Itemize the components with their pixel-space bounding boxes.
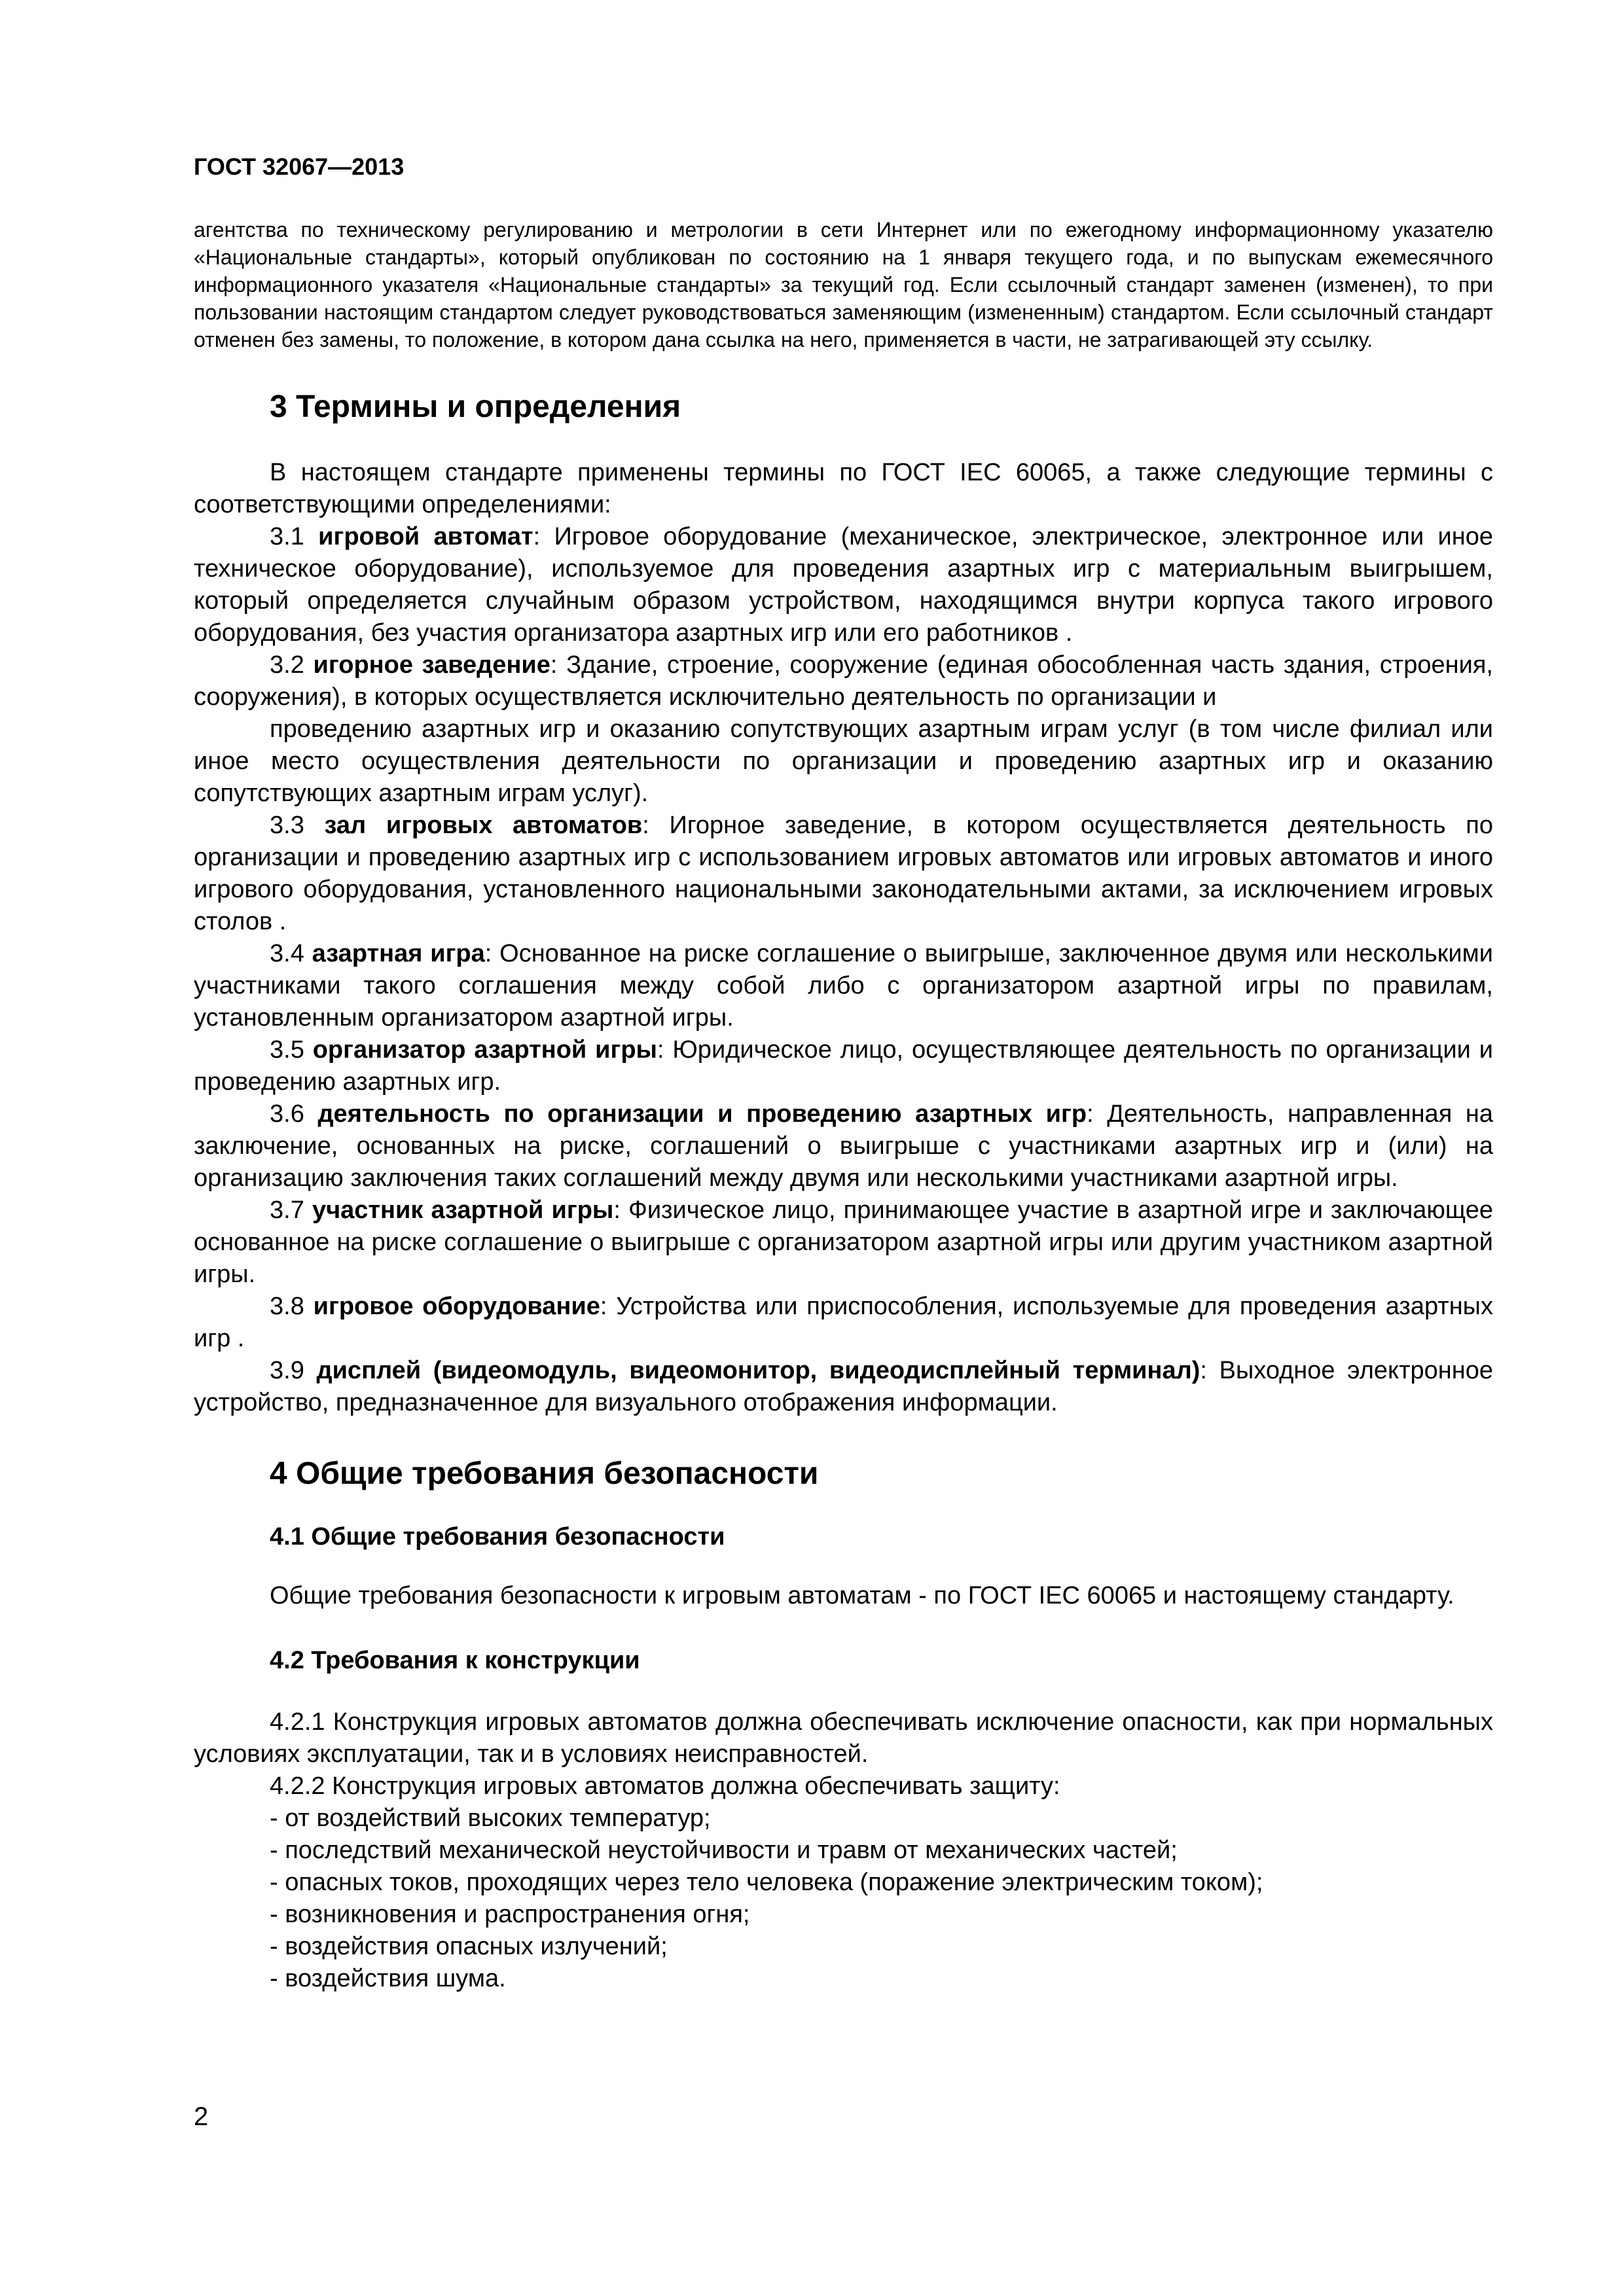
- term-definition: [194, 1194, 1493, 1291]
- term-number: 3.5: [270, 1036, 304, 1064]
- term-definition: [194, 649, 1493, 713]
- term-definition: [194, 810, 1493, 938]
- term-text: : Основанное на риске соглашение о выигрыше, заключенное двумя или несколькими участниками такого соглашения между собой либо с организатором азартной игры по правилам, установленным организатором азартной игры.: [194, 940, 1494, 1031]
- term-name: дисплей (видеомодуль, видеомонитор, видеодисплейный терминал): [316, 1357, 1200, 1384]
- term-number: 3.1: [270, 523, 304, 550]
- term-definition: [194, 1355, 1493, 1419]
- term-text: : Физическое лицо, принимающее участие в азартной игре и заключающее основанное на риске соглашение о выигрыше с организатором азартной игры или другим участником азартной игры.: [194, 1196, 1494, 1288]
- list-item: - от воздействий высоких температур;: [270, 1804, 711, 1832]
- document-body: [194, 216, 1493, 1995]
- term-definition: [194, 1098, 1493, 1194]
- term-text: : Здание, строение, сооружение (единая обособленная часть здания, строения, сооружения), в которых осуществляется исключительно деятельность по организации и: [194, 651, 1493, 711]
- term-definition: [194, 713, 1493, 810]
- clause-4-2-1: 4.2.1 Конструкция игровых автоматов должна обеспечивать исключение опасности, как при нормальных условиях эксплуатации, так и в условиях неисправностей.: [194, 1708, 1493, 1768]
- page-number: 2: [194, 2102, 209, 2131]
- document-id-header: ГОСТ 32067—2013: [194, 153, 405, 180]
- intro-paragraph: агентства по техническому регулированию и метрологии в сети Интернет или по ежегодному информационному указателю «Национальные стандарты», который опубликован по состоянию на 1 января текущего года, и по выпускам ежемесячного информационного указателя «Национальные стандарты» за текущий год. Если ссылочный стандарт заменен (изменен), то при пользовании настоящим стандартом следует руководствоваться заменяющим (измененным) стандартом. Если ссылочный стандарт отменен без замены, то положение, в котором дана ссылка на него, применяется в части, не затрагивающей эту ссылку.: [194, 218, 1493, 351]
- term-definition: [194, 521, 1493, 649]
- term-number: 3.8: [270, 1293, 304, 1320]
- list-item: - возникновения и распространения огня;: [270, 1901, 750, 1928]
- clause-4-2-2: 4.2.2 Конструкция игровых автоматов должна обеспечивать защиту:: [270, 1772, 1060, 1800]
- term-number: 3.7: [270, 1196, 304, 1224]
- term-name: зал игровых автоматов: [324, 812, 643, 839]
- term-number: 3.6: [270, 1100, 304, 1128]
- term-text: : Устройства или приспособления, используемые для проведения азартных игр .: [194, 1293, 1493, 1352]
- term-name: игровой автомат: [318, 523, 533, 550]
- term-name: игорное заведение: [313, 651, 550, 679]
- term-number: 3.9: [270, 1357, 304, 1384]
- term-name: деятельность по организации и проведению азартных игр: [317, 1100, 1087, 1128]
- section-3-lead: В настоящем стандарте применены термины по ГОСТ IEC 60065, а также следующие термины с соответствующими определениями:: [194, 459, 1493, 518]
- term-definition: [194, 938, 1493, 1034]
- list-item: - воздействия опасных излучений;: [270, 1933, 668, 1960]
- term-text: : Деятельность, направленная на заключение, основанных на риске, соглашений о выигрыше с участниками азартных игр и (или) на организацию заключения таких соглашений между двумя или несколькими участниками азартной игры.: [194, 1100, 1493, 1192]
- section-4-title: 4 Общие требования безопасности: [270, 1456, 819, 1491]
- term-text: : Игровое оборудование (механическое, электрическое, электронное или иное техническое оборудование), используемое для проведения азартных игр с материальным выигрышем, который определяется случайным образом устройством, находящимся внутри корпуса такого игрового оборудования, без участия организатора азартных игр или его работников .: [194, 523, 1493, 647]
- list-item: - последствий механической неустойчивости и травм от механических частей;: [270, 1837, 1178, 1864]
- term-text: : Игорное заведение, в котором осуществляется деятельность по организации и проведению азартных игр с использованием игровых автоматов или игровых автоматов и иного игрового оборудования, установленного национальными законодательными актами, за исключением игровых столов .: [194, 812, 1493, 935]
- term-text: : Выходное электронное устройство, предназначенное для визуального отображения информации.: [194, 1357, 1493, 1416]
- list-item: - опасных токов, проходящих через тело человека (поражение электрическим током);: [270, 1869, 1263, 1896]
- term-definition: [194, 1034, 1493, 1098]
- subsection-4-1-text: Общие требования безопасности к игровым автоматам - по ГОСТ IEC 60065 и настоящему стандарту.: [270, 1582, 1454, 1609]
- term-name: организатор азартной игры: [312, 1036, 657, 1064]
- subsection-4-1-title: 4.1 Общие требования безопасности: [270, 1523, 725, 1551]
- terms-list: [194, 521, 1493, 1419]
- term-name: участник азартной игры: [312, 1196, 614, 1224]
- term-definition: [194, 1291, 1493, 1355]
- list-item: - воздействия шума.: [270, 1965, 506, 1992]
- term-number: 3.2: [270, 651, 304, 679]
- subsection-4-2-title: 4.2 Требования к конструкции: [270, 1647, 640, 1674]
- term-text: проведению азартных игр и оказанию сопутствующих азартным играм услуг (в том числе филиал или иное место осуществления деятельности по организации и проведению азартных игр и оказанию сопутствующих азартным играм услуг).: [194, 715, 1493, 807]
- term-name: игровое оборудование: [313, 1293, 600, 1320]
- protection-list: [194, 1803, 1493, 1995]
- term-number: 3.3: [270, 812, 304, 839]
- section-3-title: 3 Термины и определения: [270, 389, 681, 424]
- term-name: азартная игра: [312, 940, 485, 967]
- term-number: 3.4: [270, 940, 304, 967]
- term-text: : Юридическое лицо, осуществляющее деятельность по организации и проведению азартных игр.: [194, 1036, 1493, 1096]
